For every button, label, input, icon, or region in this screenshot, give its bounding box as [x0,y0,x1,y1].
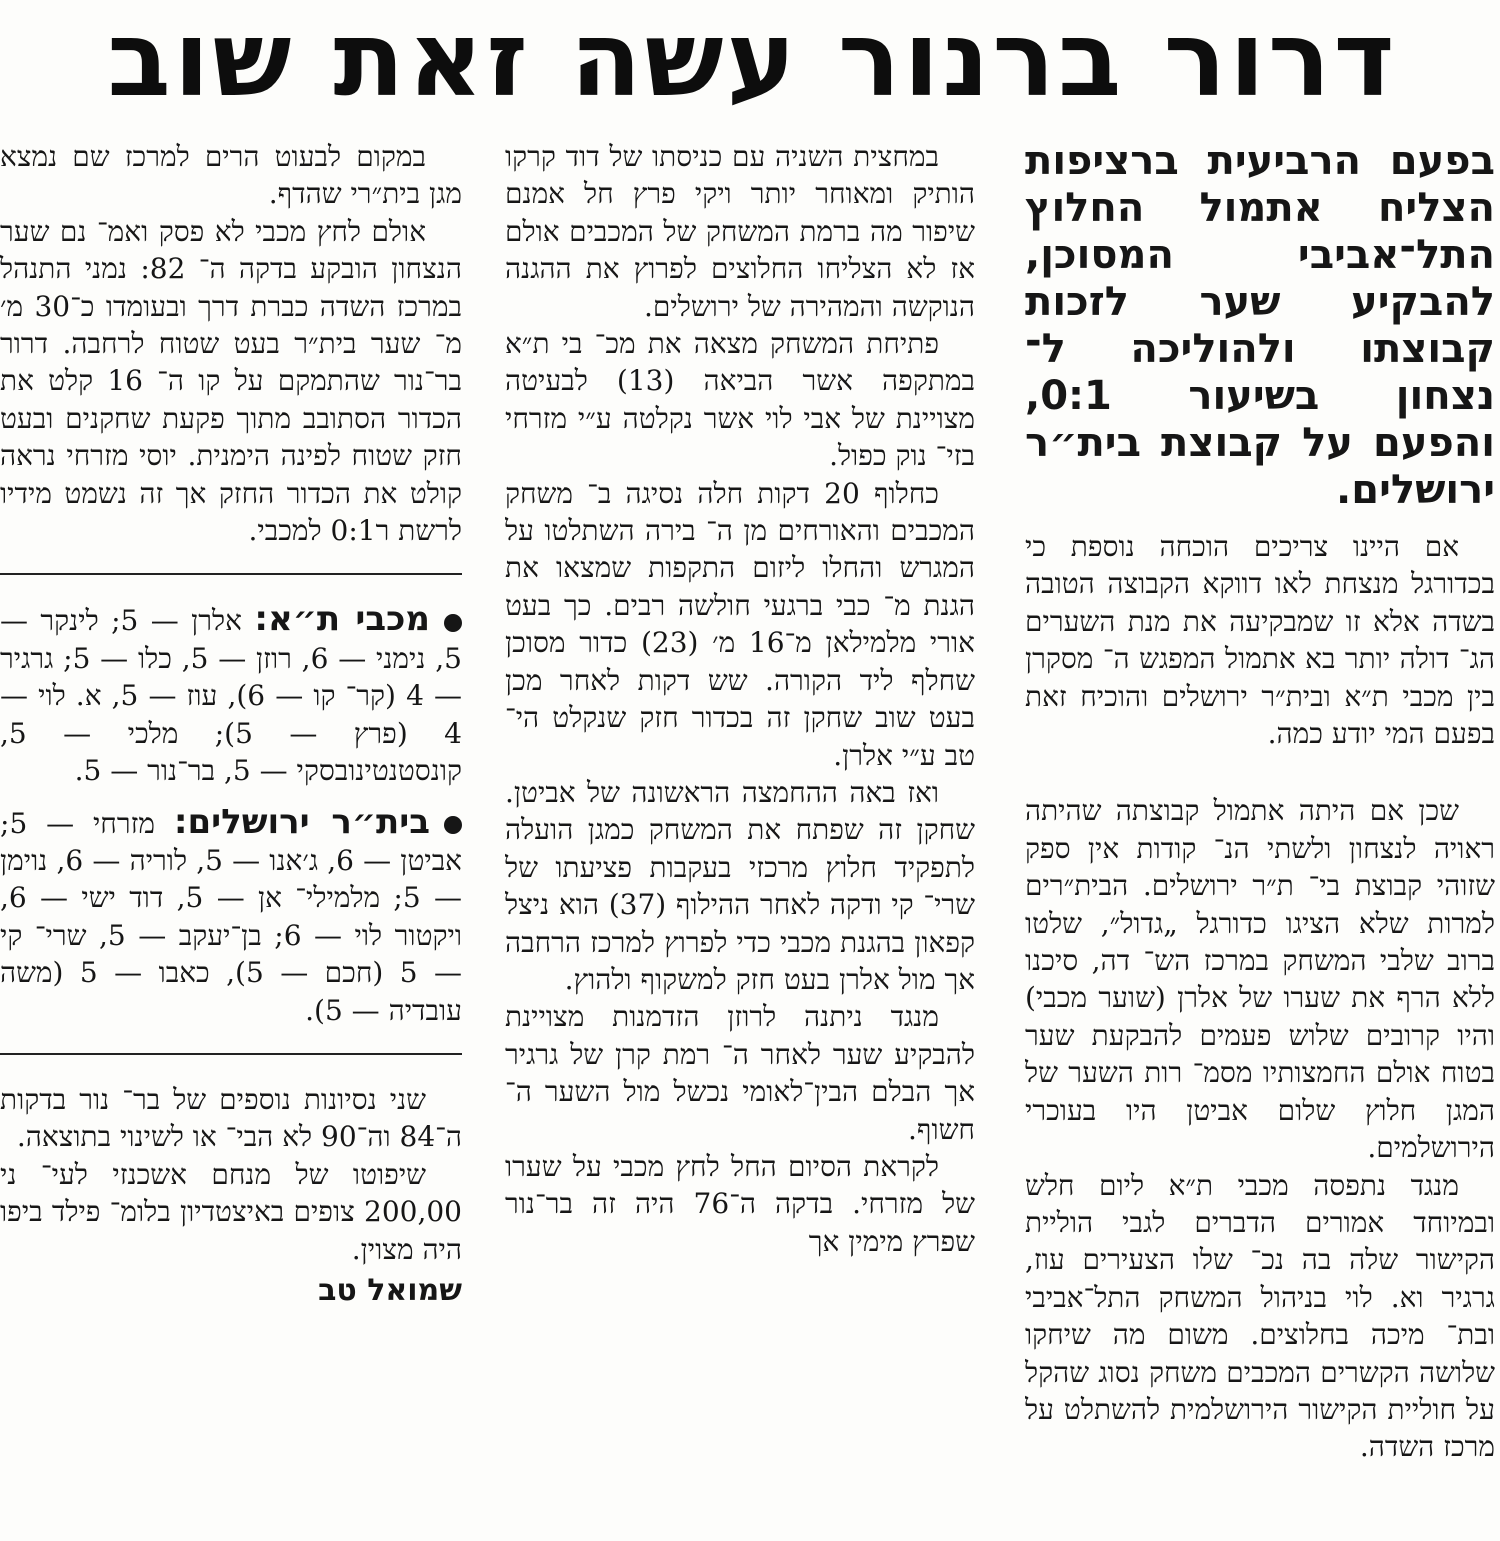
article-column-right [1025,138,1495,1538]
bullet-icon [444,614,462,632]
headline: דרור ברנור עשה זאת שוב [107,0,1398,120]
article-column-middle [505,138,975,1538]
body-paragraph: לקראת הסיום החל לחץ מכבי על שערו של מזרחי. בדקה ה־76 היה זה בר־נור שפרץ מימין אך [505,1149,975,1258]
lead-paragraph: בפעם הרביעית ברציפות הצליח אתמול החלוץ התל־אביבי המסוכן, להבקיע שער לזכות קבוצתו ולהוליכה ל־ נצחון בשיעור 0:1, והפעם על קבוצת בית״ר ירושלים. [1025,138,1495,513]
body-paragraph: מנגד נתפסה מכבי ת״א ליום חלש ובמיוחד אמורים הדברים לגבי הוליית הקישור שלה בה נכ־ שלו הצעירים עוז, גרגיר וא. לוי בניהול המשחק התל־אביבי ובת־ מיכה בחלוצים. משום מה שיחקו שלושה הקשרים המכבים משחק נסוג שהקל על חוליית הקישור הירושלמית להשתלט על מרכז השדה. [1025,1168,1495,1464]
lineup-team-1 [0,601,462,789]
team-players: מזרחי — 5; אביטן — 6, ג׳אנו — 5, לוריה — 6, נוימן — 5; מלמילי־ אן — 5, דוד ישי — 6, ויקטור לוי — 6; בן־יעקב — 5, שרי־ קי — 5 (חכם — 5), כאבו — 5 (משה עובדיה — 5). [0,806,462,1027]
body-paragraph: מנגד ניתנה לרוזן הזדמנות מצויינת להבקיע שער לאחר ה־ רמת קרן של גרגיר אך הבלם הבין־לאומי נכשל מול השער ה־ חשוף. [505,1000,975,1146]
team-players: אלרן — 5; לינקר — 5, נימני — 6, רוזן — 5, כלו — 5; גרגיר — 4 (קר־ קו — 6), עוז — 5, א. לוי — 4 (פרץ — 5); מלכי — 5, קונסטנטינובסקי — 5, בר־נור — 5. [0,604,462,788]
body-paragraph: במקום לבעוט הרים למרכז שם נמצא מגן בית״רי שהדף. [0,140,462,211]
body-paragraph: פתיחת המשחק מצאה את מכ־ בי ת״א במתקפה אשר הביאה (13) לבעיטה מצויינת של אבי לוי אשר נקלטה ע״י מזרחי בזי־ נוק כפול. [505,327,975,473]
author-signature: שמואל טב [318,1272,462,1308]
body-paragraph: שיפוטו של מנחם אשכנזי לעי־ ני 200,00 צופים באיצטדיון בלומ־ פילד ביפו היה מצוין. [0,1157,462,1266]
body-paragraph: שני נסיונות נוספים של בר־ נור בדקות ה־84 וה־90 לא הבי־ או לשינוי בתוצאה. [0,1082,462,1154]
lineup-box [0,601,462,1028]
bullet-icon [444,816,462,834]
section-divider [0,573,462,575]
article-column-left [0,138,462,1538]
body-paragraph: ואז באה ההחמצה הראשונה של אביטן. שחקן זה שפתח את המשחק כמגן הועלה לתפקיד חלוץ מרכזי בעקבות פציעתו של שרי־ קי ודקה לאחר ההילוף (37) הוא ניצל קפאון בהגנת מכבי כדי לפרוץ למרכז הרחבה אך מול אלרן בעט חזק למשקוף ולהוץ. [505,775,975,996]
body-paragraph: במחצית השניה עם כניסתו של דוד קרקו הותיק ומאוחר יותר ויקי פרץ חל אמנם שיפור מה ברמת המשחק של המכבים אולם אז לא הצליחו החלוצים לפרוץ את ההגנה הנוקשה והמהירה של ירושלים. [505,140,975,323]
body-paragraph: כחלוף 20 דקות חלה נסיגה ב־ משחק המכבים והאורחים מן ה־ בירה השתלטו על המגרש והחלו ליזום התקפות שמצאו את הגנת מ־ כבי ברגעי חולשה רבים. כך בעט אורי מלמילאן מ־16 מ׳ (23) כדור מסוכן שחלף ליד הקורה. שש דקות לאחר מכן בעט שוב שחקן זה בכדור חזק שנקלט הי־ טב ע״י אלרן. [505,476,975,772]
team-name: בית״ר ירושלים: [173,801,430,842]
body-paragraph: אולם לחץ מכבי לא פסק ואמ־ נם שער הנצחון הובקע בדקה ה־ 82: נמני התנהל במרכז השדה כברת דרך ובעומדו כ־30 מ׳ מ־ שער בית״ר בעט שטוח לרחבה. דרור בר־נור שהתמקם על קו ה־ 16 קלט את הכדור הסתובב מתוך פקעת שחקנים ובעט חזק שטוח לפינה הימנית. יוסי מזרחי נראה קולט את הכדור החזק אך זה נשמט מידיו לרשת ר0:1 למכבי. [0,214,462,548]
body-paragraph: אם היינו צריכים הוכחה נוספת כי בכדורגל מנצחת לאו דווקא הקבוצה הטובה בשדה אלא זו שמבקיעה את מנת השערים הג־ דולה יותר בא אתמול המפגש ה־ מסקרן בין מכבי ת״א ובית״ר ירושלים והוכיח זאת בפעם המי יודע כמה. [1025,530,1495,751]
section-divider [0,1053,462,1055]
body-paragraph: שכן אם היתה אתמול קבוצתה שהיתה ראויה לנצחון ולשתי הנ־ קודות אין ספק שזוהי קבוצת בי־ ת״ר ירושלים. הבית״רים למרות שלא הציגו כדורגל „גדול״, שלטו ברוב שלבי המשחק במרכז הש־ דה, סיכנו ללא הרף את שערו של אלרן (שוער מכבי) והיו קרובים שלוש פעמים להבקעת שער בטוח אולם החמצותיו מסמ־ רות השער של המגן חלוץ שלום אביטן היו בעוכרי הירושלמים. [1025,794,1495,1165]
lineup-team-2 [0,801,462,1029]
team-name: מכבי ת״א: [254,599,430,640]
